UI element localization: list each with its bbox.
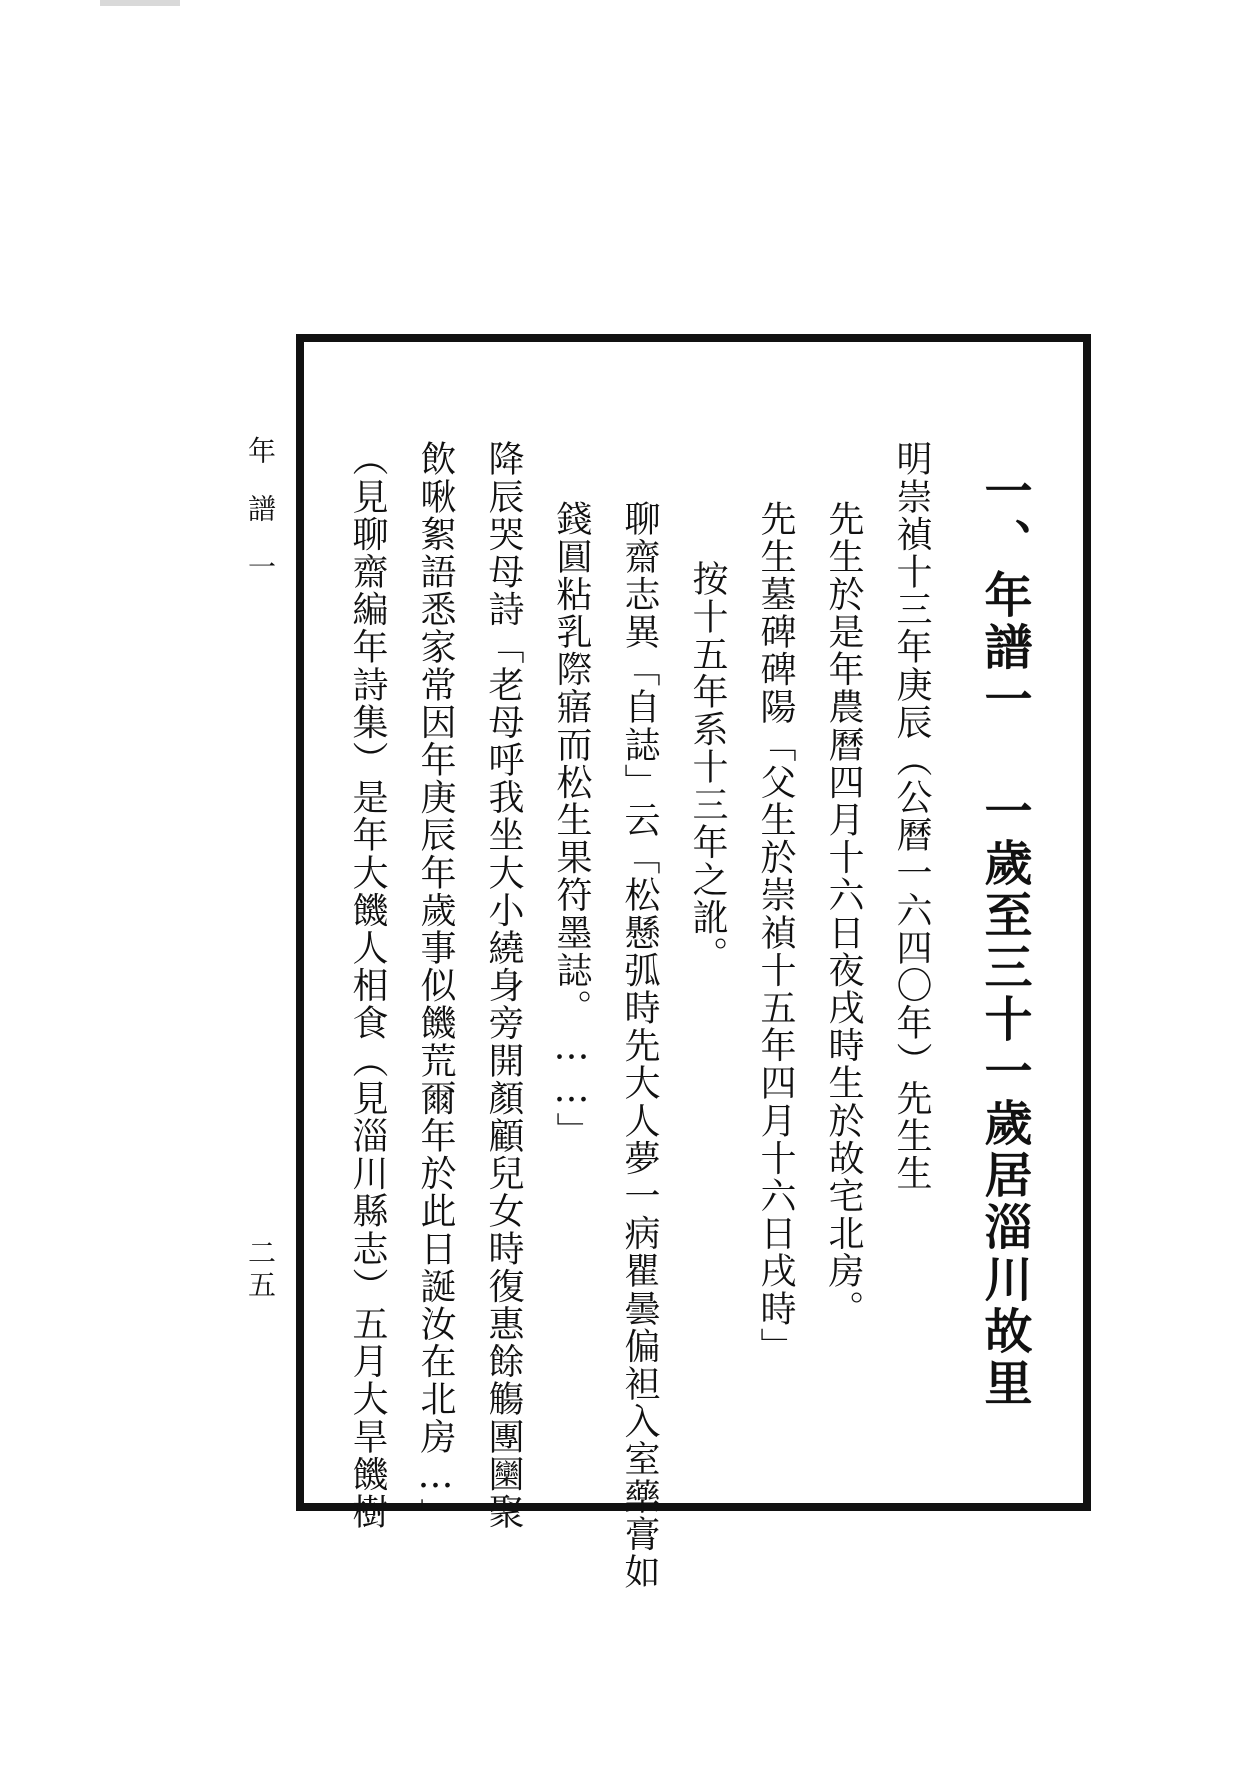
- body-line: 飲啾絮語悉家常因年庚辰年歲事似饑荒爾年於此日誕汝在北房…」: [415, 440, 456, 1536]
- body-line: 降辰哭母詩「老母呼我坐大小繞身旁開顏顧兒女時復惠餘觴團圞聚: [483, 440, 524, 1531]
- body-line: 錢圓粘乳際寤而松生果符墨誌。……」: [551, 500, 592, 1150]
- scan-edge-mark: [100, 0, 180, 6]
- body-line: （見聊齋編年詩集）是年大饑人相食（見淄川縣志）五月大旱饑樹: [347, 440, 388, 1531]
- body-line: 聊齋志異「自誌」云「松懸弧時先大人夢一病瞿曇偏袒入室藥膏如: [619, 500, 660, 1591]
- running-head: 年譜一: [244, 436, 277, 610]
- page-number: 二五: [244, 1238, 277, 1302]
- chapter-title: 一、年譜一 一歲至三十一歲居淄川故里: [976, 466, 1032, 1410]
- body-line: 明崇禎十三年庚辰（公曆一六四〇年）先生生: [891, 440, 932, 1192]
- body-line: 先生墓碑碑陽「父生於崇禎十五年四月十六日戌時」: [755, 500, 796, 1365]
- body-line: 先生於是年農曆四月十六日夜戌時生於故宅北房。: [823, 500, 864, 1328]
- body-line: 按十五年系十三年之訛。: [687, 560, 728, 974]
